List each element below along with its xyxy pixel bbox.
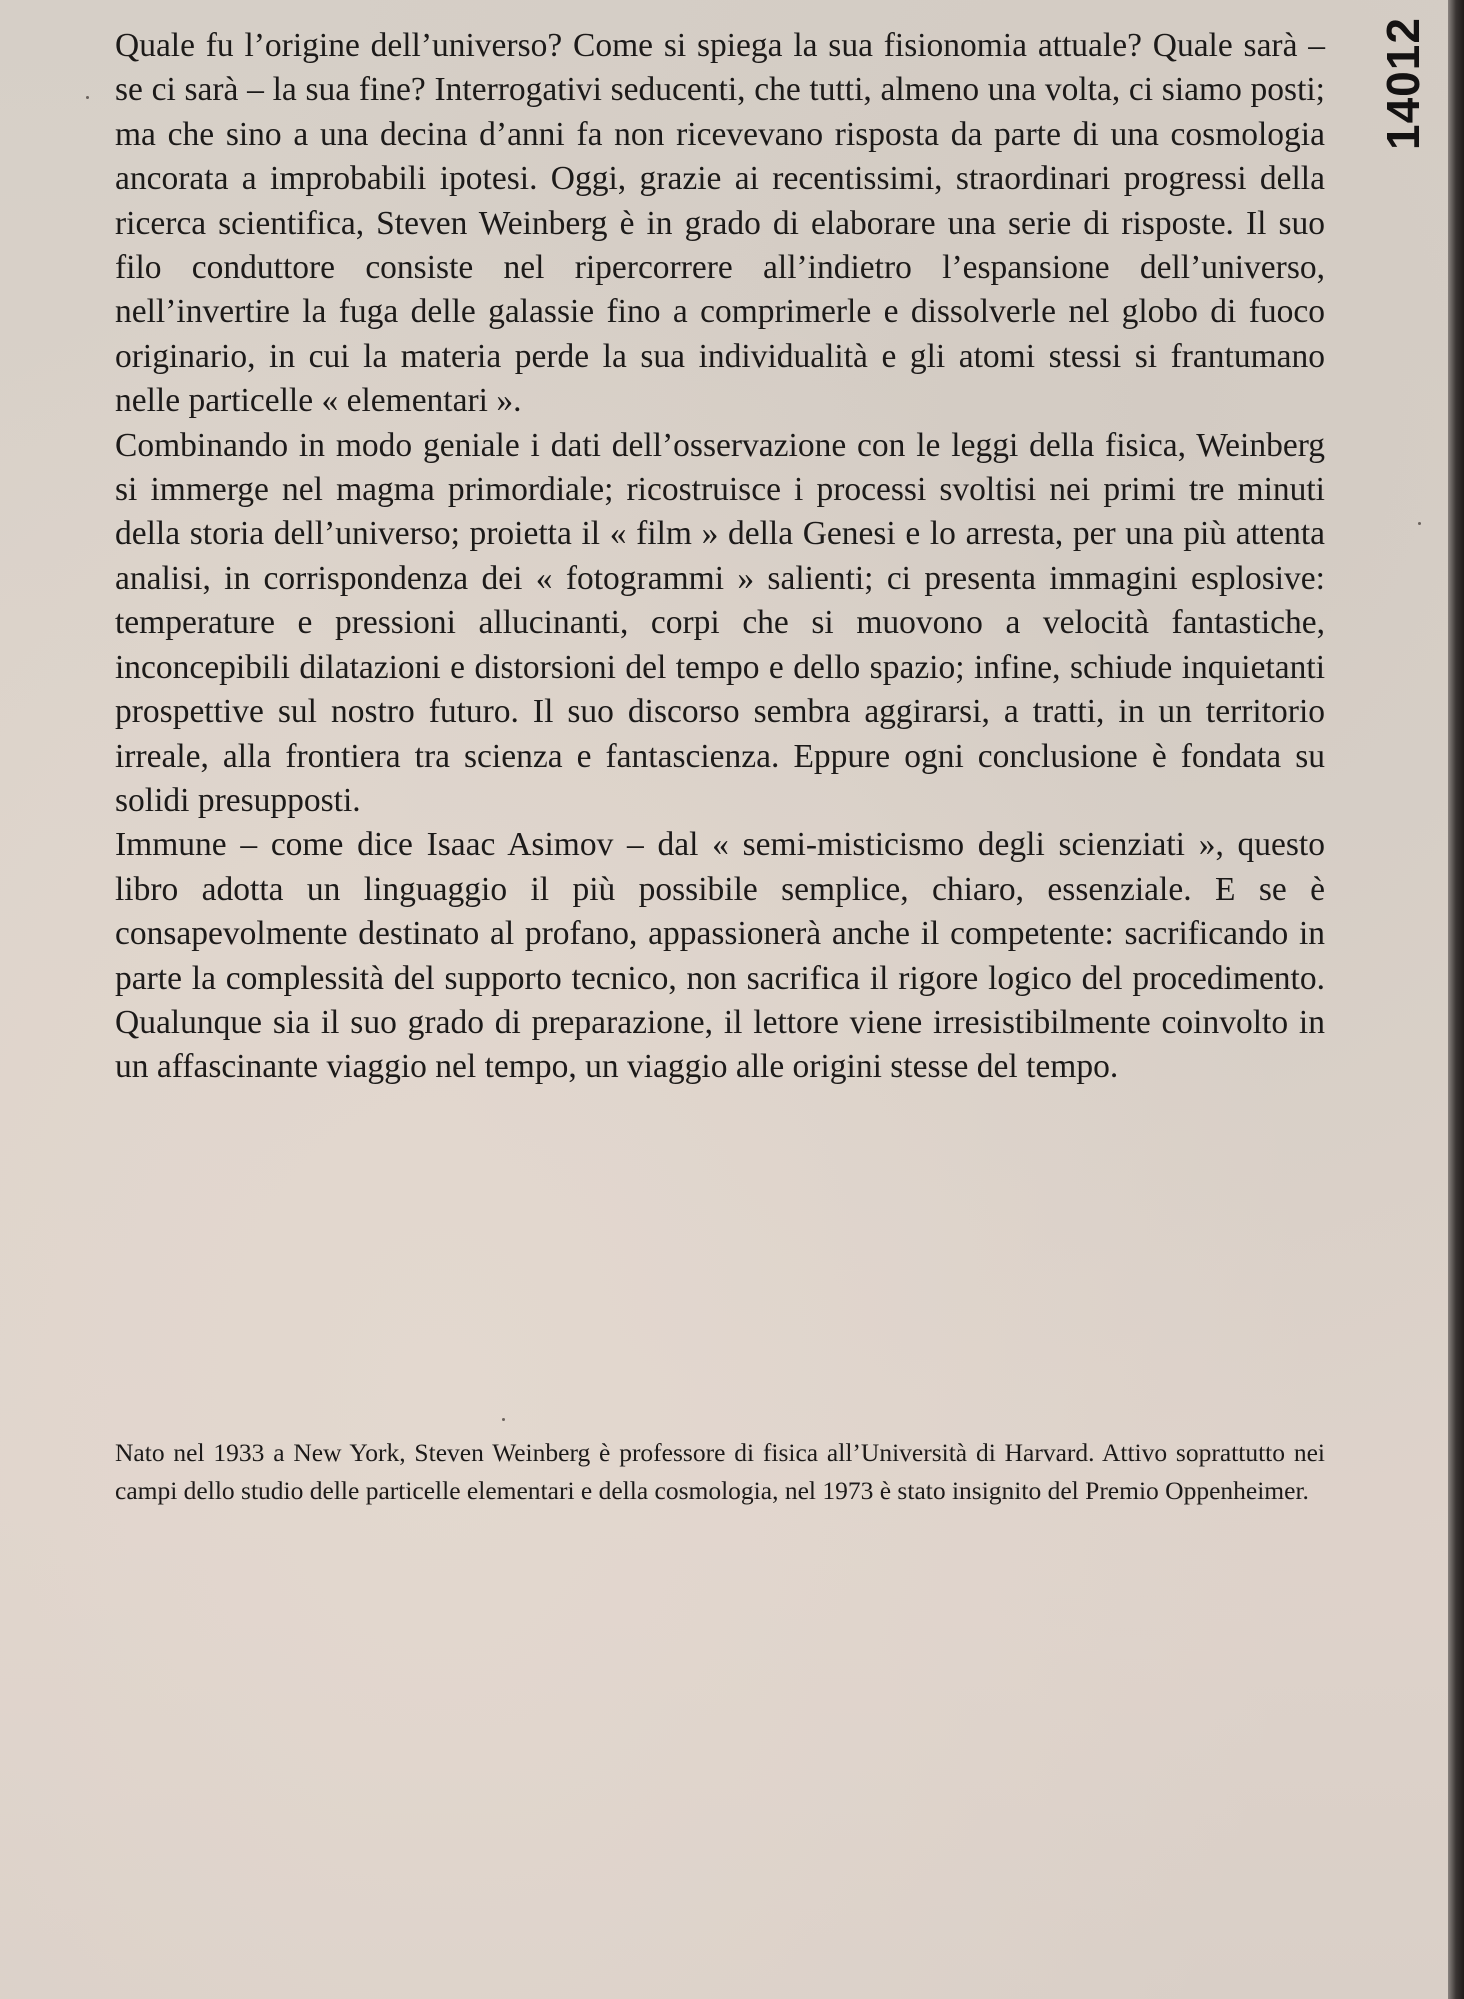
blurb-text (115, 24, 1325, 1090)
page-edge (1448, 0, 1464, 1999)
catalog-number: 14012 (1377, 17, 1429, 150)
speck (1418, 522, 1421, 525)
speck (502, 1418, 505, 1421)
blurb-paragraph-3: Immune – come dice Isaac Asimov – dal « semi-misticismo degli scienziati », questo libro adotta un linguaggio il più possibile semplice, chiaro, essenziale. E se è consapevolmente destinato al profano, appassionerà anche il competente: sacrificando in parte la complessità del supporto tecnico, non sacrifica il rigore logico del procedimento. Qualunque sia il suo grado di preparazione, il lettore viene irresistibilmente coinvolto in un affascinante viaggio nel tempo, un viaggio alle origini stesse del tempo. (115, 826, 1325, 1086)
blurb-paragraph-1: Quale fu l’origine dell’universo? Come si spiega la sua fisionomia attuale? Quale sarà – se ci sarà – la sua fine? Interrogativi seducenti, che tutti, almeno una volta, ci siamo posti; ma che sino a una decina d’anni fa non ricevevano risposta da parte di una cosmologia ancorata a improbabili ipotesi. Oggi, grazie ai recentissimi, straordinari progressi della ricerca scientifica, Steven Weinberg è in grado di elaborare una serie di risposte. Il suo filo conduttore consiste nel ripercorrere all’indietro l’espansione dell’universo, nell’invertire la fuga delle galassie fino a comprimerle e dissolverle nel globo di fuoco originario, in cui la materia perde la sua individualità e gli atomi stessi si frantumano nelle particelle « elementari ». (115, 27, 1325, 420)
blurb-paragraph-2: Combinando in modo geniale i dati dell’osservazione con le leggi della fisica, Weinberg si immerge nel magma primordiale; ricostruisce i processi svoltisi nei primi tre minuti della storia dell’universo; proietta il « film » della Genesi e lo arresta, per una più attenta analisi, in corrispondenza dei « fotogrammi » salienti; ci presenta immagini esplosive: temperature e pressioni allucinanti, corpi che si muovono a velocità fantastiche, inconcepibili dilatazioni e distorsioni del tempo e dello spazio; infine, schiude inquietanti prospettive sul nostro futuro. Il suo discorso sembra aggirarsi, a tratti, in un territorio irreale, alla frontiera tra scienza e fantascienza. Eppure ogni conclusione è fondata su solidi presupposti. (115, 426, 1325, 819)
speck (86, 96, 89, 99)
author-bio-text: Nato nel 1933 a New York, Steven Weinberg è professore di fisica all’Università di Harvard. Attivo soprattutto nei campi dello studio delle particelle elementari e della cosmologia, nel 1973 è stato insignito del Premio Oppenheimer. (115, 1438, 1325, 1505)
author-bio (115, 1434, 1325, 1510)
